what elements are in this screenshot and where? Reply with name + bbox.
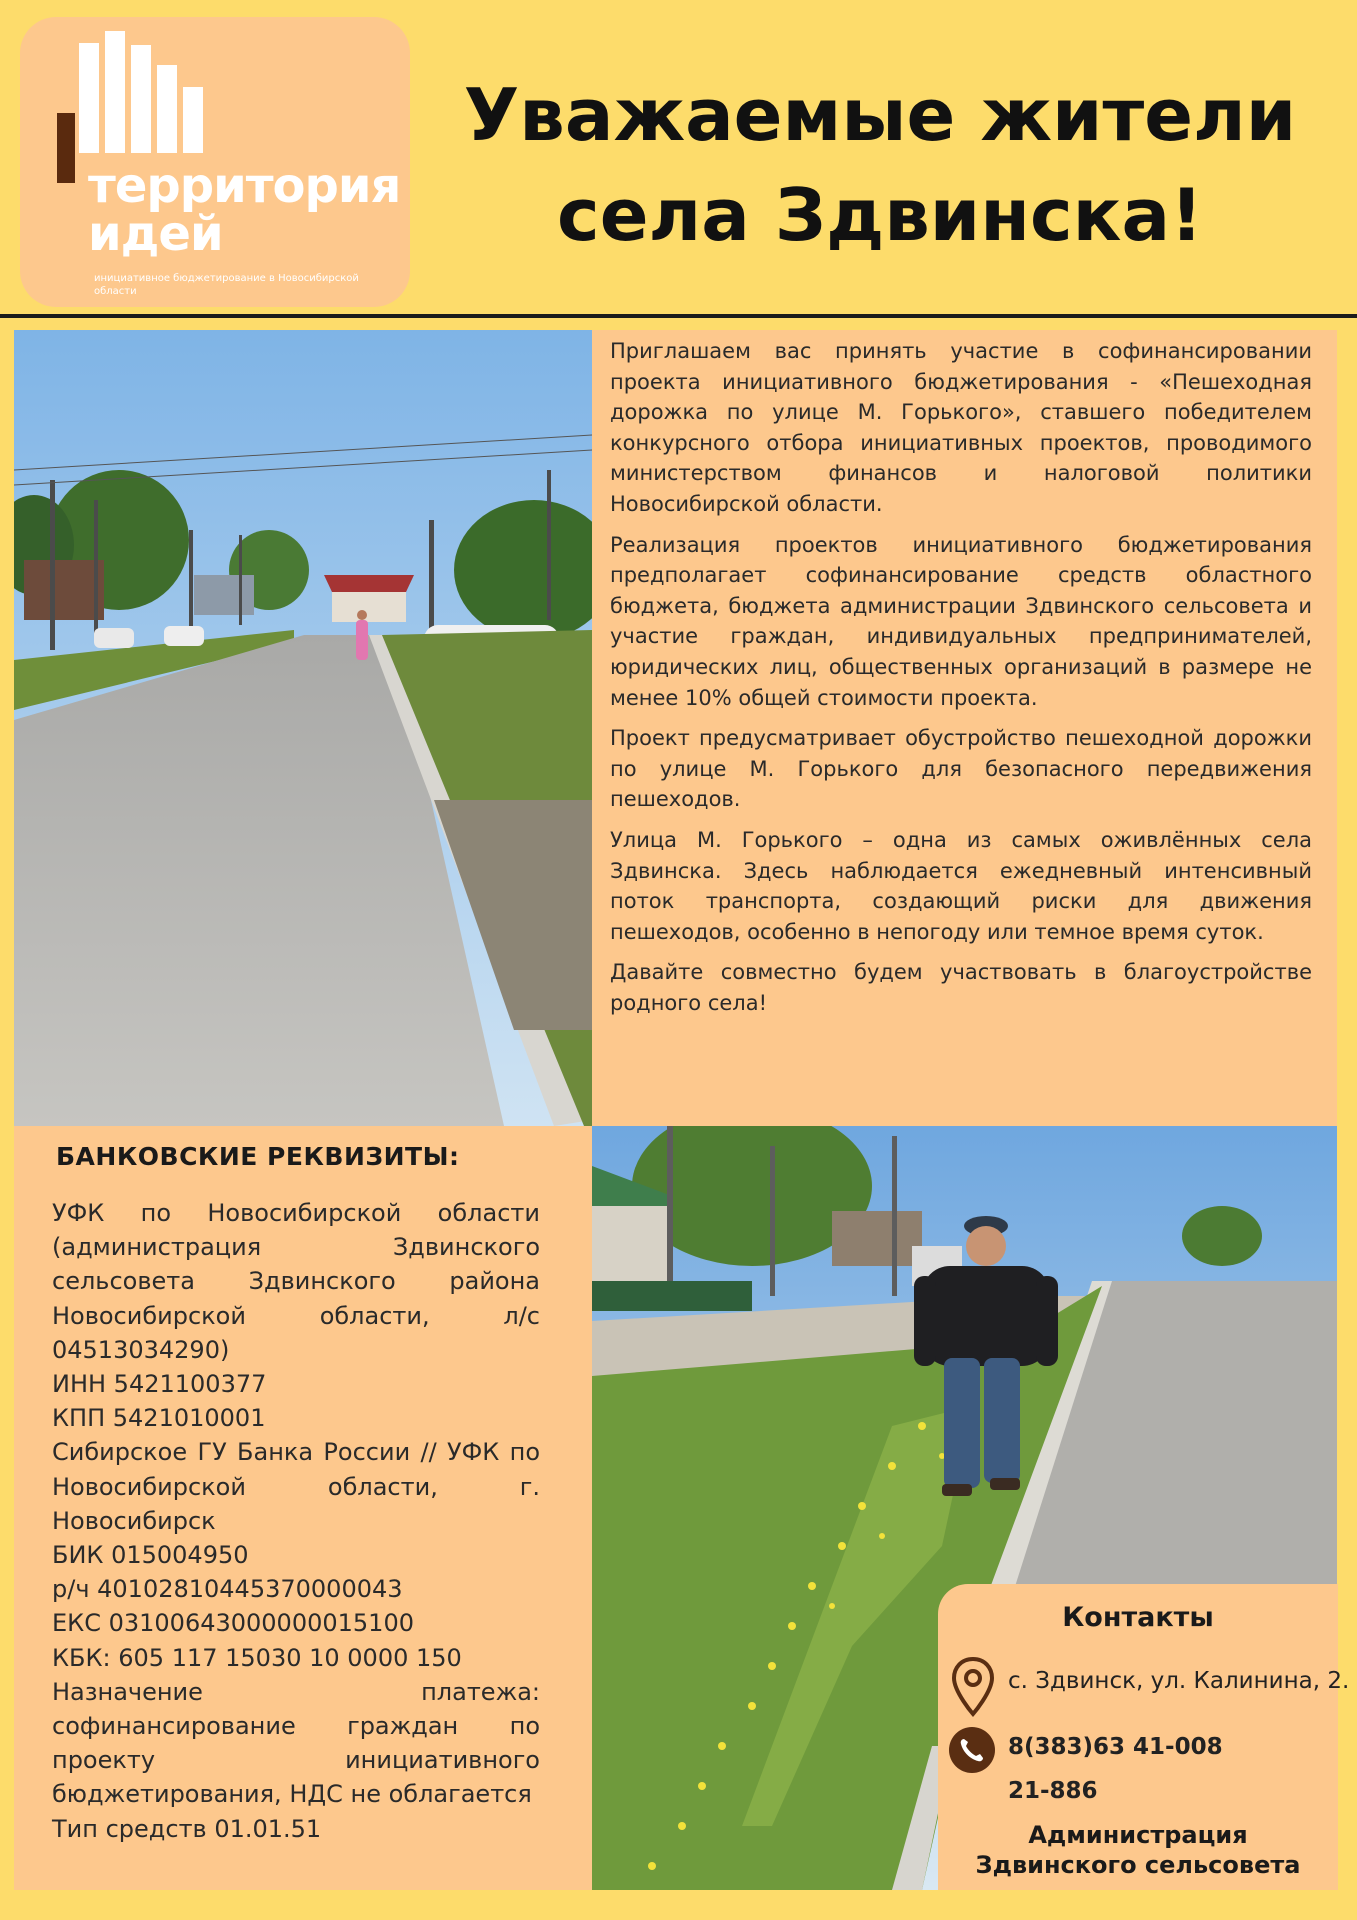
bank-details-text — [52, 1196, 540, 1846]
intro-paragraph-1: Приглашаем вас принять участие в софинансировании проекта инициативного бюджетирования - «Пешеходная дорожка по улице М. Горького», ставшего победителем конкурсного отбора инициативных проектов, проводимого министерством финансов и налоговой политики Новосибирской области. — [610, 339, 1312, 516]
contacts-title: Контакты — [1062, 1602, 1214, 1633]
contacts-card — [938, 1584, 1350, 1890]
bank-eks: ЕКС 03100643000000015100 — [52, 1609, 414, 1638]
street-photo-1 — [14, 330, 592, 1126]
organization-line-1: Администрация — [1028, 1821, 1248, 1849]
contacts-address: с. Здвинск, ул. Калинина, 2. — [1008, 1668, 1350, 1694]
bank-bik: БИК 015004950 — [52, 1541, 249, 1570]
title-line-1: Уважаемые жители — [463, 73, 1297, 157]
bank-details-title: БАНКОВСКИЕ РЕКВИЗИТЫ: — [56, 1142, 460, 1171]
intro-paragraph-2: Реализация проектов инициативного бюджетирования предполагает софинансирование средств областного бюджета, бюджета администрации Здвинского сельсовета и участие граждан, индивидуальных предпринимателей, юридических лиц, общественных организаций в размере не менее 10% общей стоимости проекта. — [610, 532, 1312, 710]
intro-paragraph-4: Улица М. Горького – одна из самых оживлённых села Здвинска. Здесь наблюдается ежедневный интенсивный поток транспорта, создающий риски для движения пешеходов, особенно в непогоду или темное время суток. — [610, 827, 1312, 944]
phone-icon — [949, 1727, 995, 1773]
organization-line-2: Здвинского сельсовета — [975, 1851, 1301, 1879]
intro-text — [610, 336, 1312, 1028]
bank-kpp: КПП 5421010001 — [52, 1404, 266, 1433]
bank-name: Сибирское ГУ Банка России // УФК по Новосибирской области, г. Новосибирск — [52, 1438, 540, 1535]
contacts-phone-2: 21-886 — [1008, 1778, 1098, 1804]
intro-paragraph-5: Давайте совместно будем участвовать в благоустройстве родного села! — [610, 960, 1312, 1015]
bank-kbk: КБК: 605 117 15030 10 0000 150 — [52, 1643, 462, 1672]
title-line-2: села Здвинска! — [557, 173, 1203, 257]
contacts-phone-1: 8(383)63 41-008 — [1008, 1734, 1223, 1760]
logo-subtitle: инициативное бюджетирование в Новосибирской области — [94, 273, 359, 297]
intro-panel — [592, 330, 1337, 1126]
logo-card — [20, 17, 410, 307]
bank-inn: ИНН 5421100377 — [52, 1370, 267, 1399]
bank-recipient: УФК по Новосибирской области (администрация Здвинского сельсовета Здвинского района Новосибирской области, л/с 04513034290) — [52, 1199, 540, 1364]
contacts-organization — [938, 1820, 1338, 1880]
bank-account: р/ч 40102810445370000043 — [52, 1575, 403, 1604]
location-pin-icon — [950, 1656, 996, 1718]
bank-purpose: Назначение платежа: софинансирование граждан по проекту инициативного бюджетирования, НДС не облагается — [52, 1677, 540, 1809]
header-divider — [0, 314, 1357, 318]
intro-paragraph-3: Проект предусматривает обустройство пешеходной дорожки по улице М. Горького для безопасного передвижения пешеходов. — [610, 726, 1312, 812]
bank-details-panel — [14, 1126, 592, 1890]
bank-fund-type: Тип средств 01.01.51 — [52, 1814, 322, 1843]
logo-wordmark: территория идей — [88, 158, 401, 262]
page-title — [420, 65, 1340, 265]
